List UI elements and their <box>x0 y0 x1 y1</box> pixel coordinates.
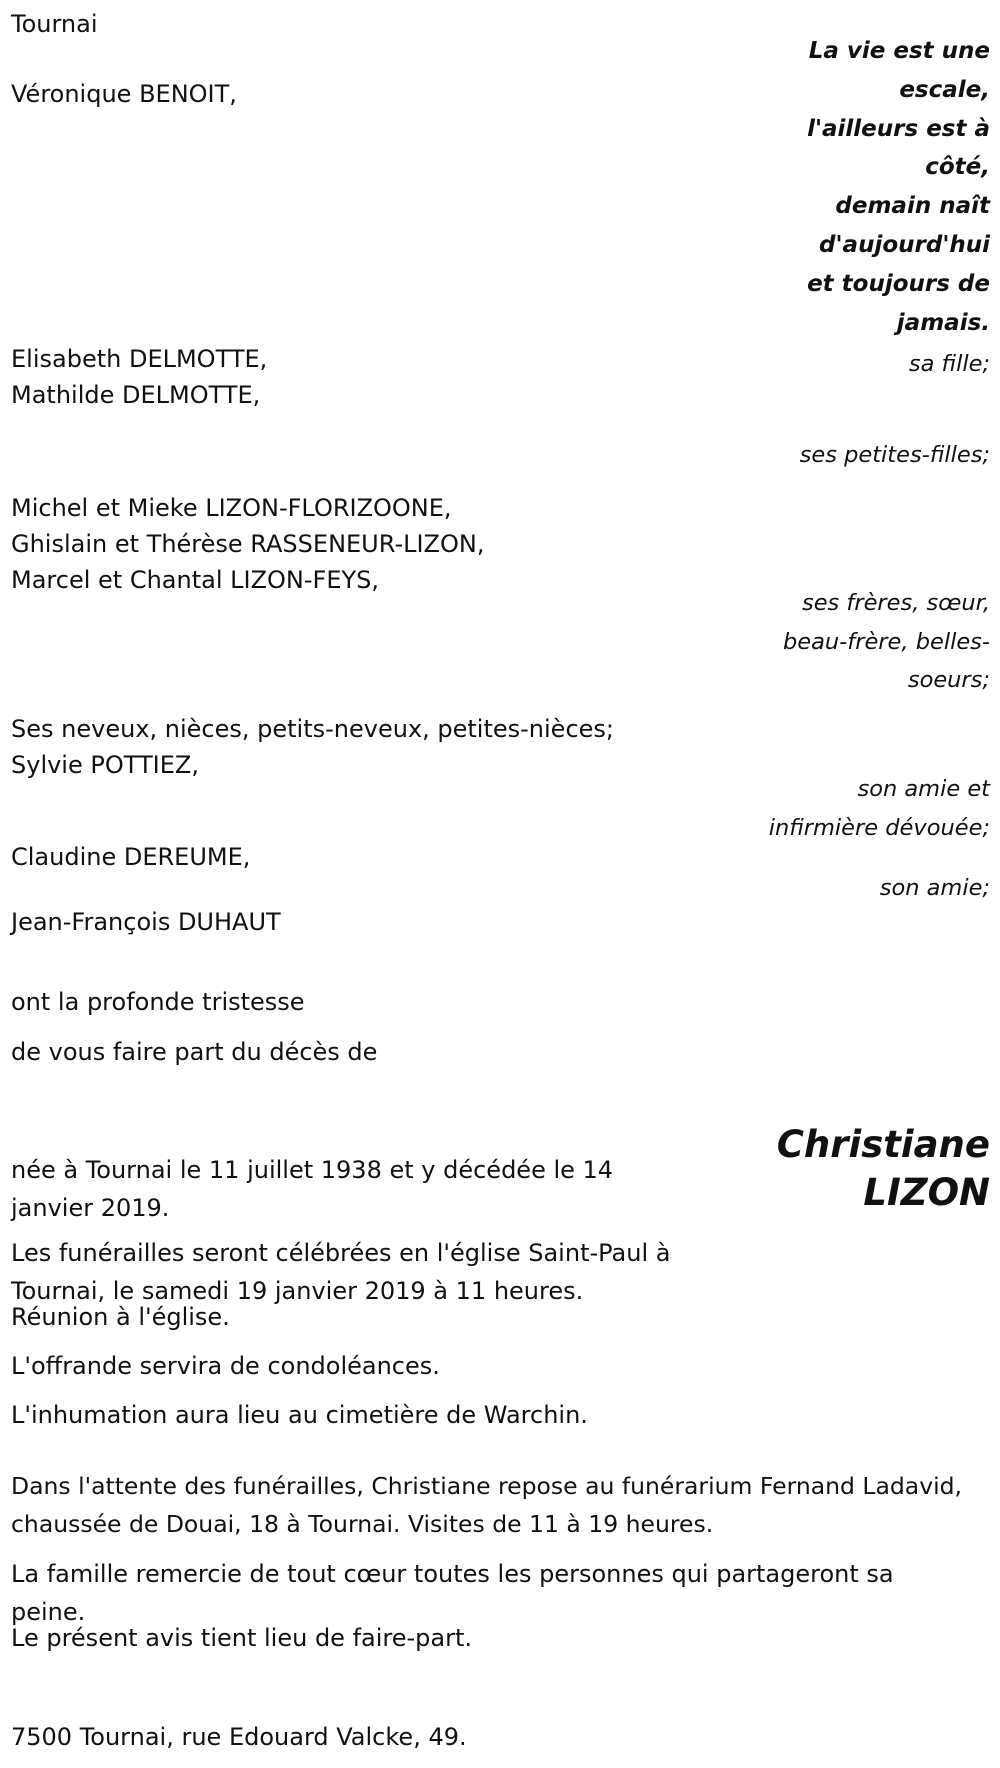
mourner-name: Véronique BENOIT, <box>11 80 237 108</box>
mourner-name: Elisabeth DELMOTTE, <box>11 345 268 373</box>
announcement-line: de vous faire part du décès de <box>11 1038 378 1066</box>
funeral-info: Les funérailles seront célébrées en l'église Saint-Paul à Tournai, le samedi 19 janvier 2019 à 11 heures. <box>11 1239 671 1305</box>
offering-info: L'offrande servira de condoléances. <box>11 1352 440 1380</box>
mourner-relation-line: soeurs; <box>907 667 990 693</box>
epigraph-line: d'aujourd'hui <box>819 231 990 258</box>
mourner-relation: sa fille; <box>908 351 990 377</box>
burial-info: L'inhumation aura lieu au cimetière de Warchin. <box>11 1401 588 1429</box>
deceased-last-name: LIZON <box>863 1171 990 1214</box>
mourner-name: Ghislain et Thérèse RASSENEUR-LIZON, <box>11 530 485 558</box>
mourner-relation <box>769 770 990 847</box>
announcement-line: ont la profonde tristesse <box>11 988 305 1016</box>
mourner-name: Jean-François DUHAUT <box>11 908 281 936</box>
mourner-relation-line: ses frères, sœur, <box>801 590 990 616</box>
mourner-relation <box>783 584 990 700</box>
deceased-first-name: Christiane <box>776 1123 990 1166</box>
meeting-info: Réunion à l'église. <box>11 1303 230 1331</box>
mourner-relation: son amie; <box>879 875 990 901</box>
mourner-name: Claudine DEREUME, <box>11 843 251 871</box>
epigraph-line: côté, <box>925 154 990 181</box>
thanks-info: La famille remercie de tout cœur toutes les personnes qui partageront sa peine. <box>11 1560 894 1626</box>
epigraph <box>807 32 990 342</box>
mourner-name: Sylvie POTTIEZ, <box>11 751 199 779</box>
mourner-relation-line: son amie et <box>857 776 990 802</box>
epigraph-line: l'ailleurs est à <box>807 115 990 142</box>
mourner-name: Ses neveux, nièces, petits-neveux, petites-nièces; <box>11 715 614 743</box>
mourner-relation-line: infirmière dévouée; <box>768 814 990 841</box>
location-heading: Tournai <box>11 10 98 38</box>
address: 7500 Tournai, rue Edouard Valcke, 49. <box>11 1723 467 1751</box>
epigraph-line: demain naît <box>835 193 990 220</box>
mourner-relation-line: beau-frère, belles- <box>782 628 990 655</box>
mourner-name: Mathilde DELMOTTE, <box>11 381 261 409</box>
epigraph-line: La vie est une <box>808 38 990 64</box>
mourner-relation: ses petites-filles; <box>799 442 990 468</box>
notice-info: Le présent avis tient lieu de faire-part. <box>11 1624 473 1652</box>
epigraph-line: escale, <box>899 76 990 103</box>
deceased-name <box>777 1121 990 1217</box>
mourner-name: Marcel et Chantal LIZON-FEYS, <box>11 566 380 594</box>
birth-death-info: née à Tournai le 11 juillet 1938 et y décédée le 14 janvier 2019. <box>11 1156 614 1222</box>
mourner-name: Michel et Mieke LIZON-FLORIZOONE, <box>11 494 452 522</box>
epigraph-line: et toujours de <box>807 270 990 297</box>
visitation-info: Dans l'attente des funérailles, Christiane repose au funérarium Fernand Ladavid, chaussée de Douai, 18 à Tournai. Visites de 11 à 19 heures. <box>11 1471 963 1538</box>
epigraph-line: jamais. <box>896 309 990 336</box>
